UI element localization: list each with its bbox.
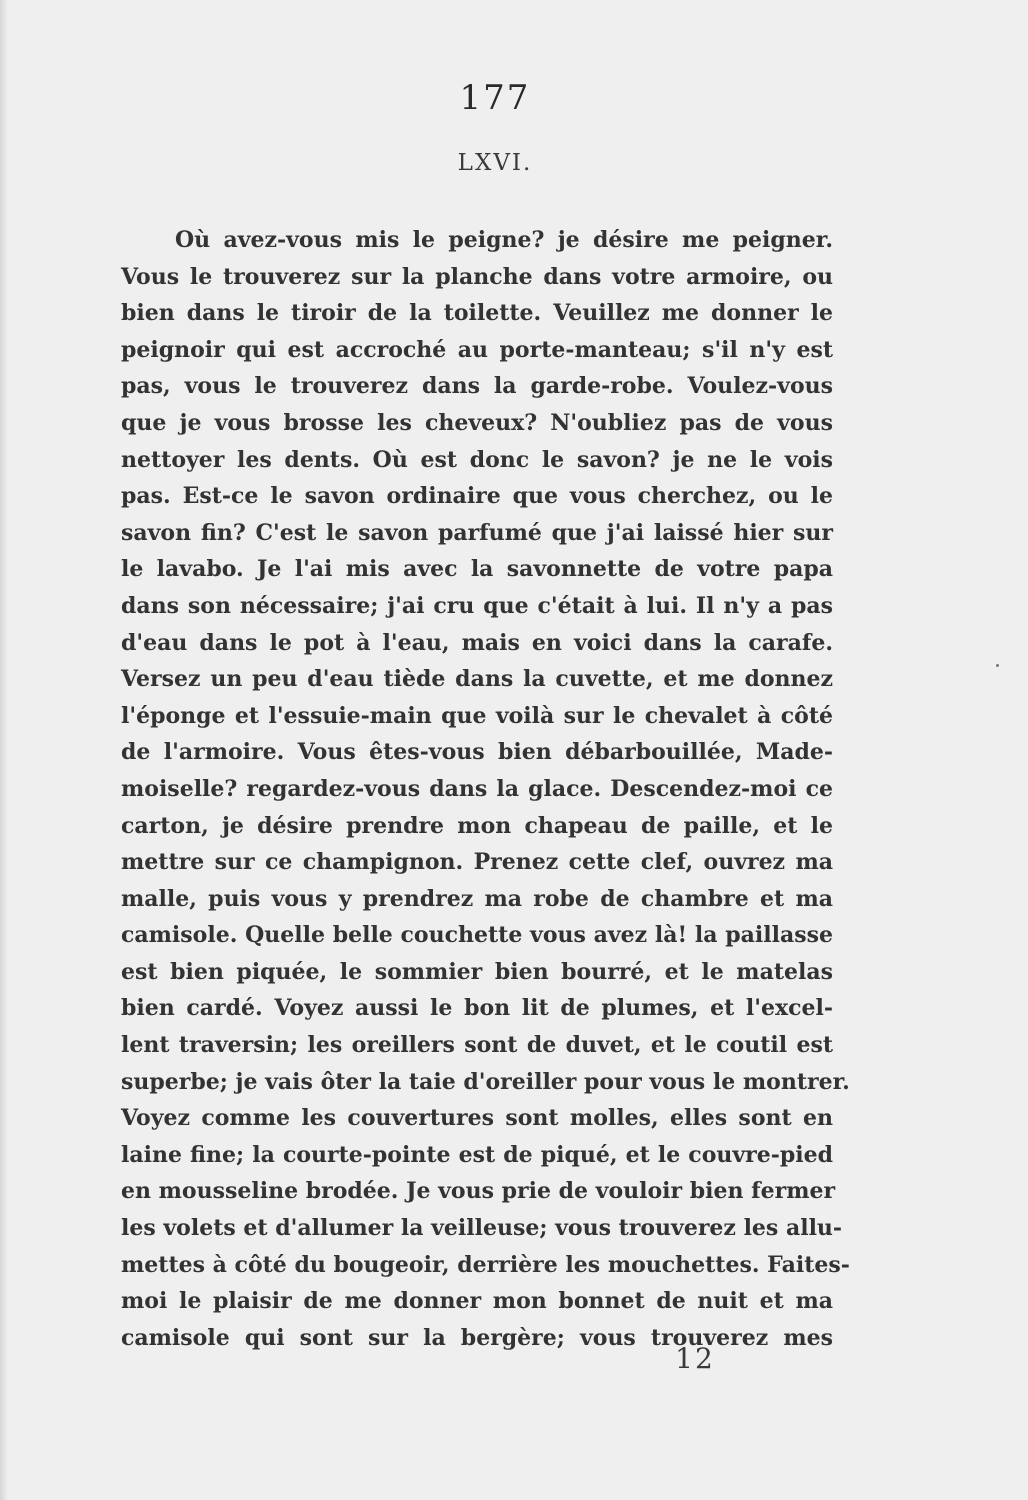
- text-line: Voyez comme les couvertures sont molles, elles sont en: [121, 1105, 833, 1132]
- text-line: peignoir qui est accroché au porte-manteau; s'il n'y est: [121, 336, 833, 363]
- text-line: dans son nécessaire; j'ai cru que c'était à lui. Il n'y a pas: [121, 592, 833, 619]
- text-line: bien dans le tiroir de la toilette. Veuillez me donner le: [121, 300, 833, 327]
- text-line: superbe; je vais ôter la taie d'oreiller pour vous le montrer.: [121, 1068, 850, 1095]
- text-line: l'éponge et l'essuie-main que voilà sur le chevalet à côté: [121, 702, 833, 729]
- text-line: camisole. Quelle belle couchette vous avez là! la paillasse: [121, 922, 833, 949]
- text-line: pas. Est-ce le savon ordinaire que vous cherchez, ou le: [121, 483, 833, 510]
- page-gutter-shadow: [0, 0, 8, 1500]
- text-line: Où avez-vous mis le peigne? je désire me peigner.: [175, 227, 833, 253]
- text-line: moi le plaisir de me donner mon bonnet de nuit et ma: [121, 1288, 833, 1315]
- text-line: laine fine; la courte-pointe est de piqué, et le couvre-pied: [121, 1141, 833, 1168]
- text-line: que je vous brosse les cheveux? N'oubliez pas de vous: [121, 409, 833, 436]
- text-line: en mousseline brodée. Je vous prie de vouloir bien fermer: [121, 1178, 836, 1205]
- body-paragraph: [121, 222, 850, 1356]
- page-number: 177: [459, 78, 531, 118]
- text-line: Versez un peu d'eau tiède dans la cuvette, et me donnez: [121, 666, 833, 693]
- text-line: carton, je désire prendre mon chapeau de paille, et le: [121, 812, 833, 839]
- text-line: bien cardé. Voyez aussi le bon lit de plumes, et l'excel-: [121, 995, 833, 1022]
- text-line: mettre sur ce champignon. Prenez cette clef, ouvrez ma: [121, 849, 833, 876]
- text-line: mettes à côté du bougeoir, derrière les mouchettes. Faites-: [121, 1251, 850, 1278]
- text-line: les volets et d'allumer la veilleuse; vous trouverez les allu-: [121, 1215, 843, 1242]
- text-line: malle, puis vous y prendrez ma robe de chambre et ma: [121, 885, 833, 912]
- text-line: le lavabo. Je l'ai mis avec la savonnette de votre papa: [121, 556, 833, 583]
- text-line: est bien piquée, le sommier bien bourré, et le matelas: [121, 958, 833, 985]
- text-line: d'eau dans le pot à l'eau, mais en voici dans la carafe.: [121, 629, 833, 656]
- signature-mark: 12: [675, 1342, 715, 1375]
- chapter-heading: LXVI.: [457, 150, 533, 176]
- text-line: savon fin? C'est le savon parfumé que j'ai laissé hier sur: [121, 519, 833, 546]
- text-line: camisole qui sont sur la bergère; vous trouverez mes: [121, 1324, 833, 1351]
- text-line: lent traversin; les oreillers sont de duvet, et le coutil est: [121, 1032, 833, 1059]
- text-line: moiselle? regardez-vous dans la glace. Descendez-moi ce: [121, 775, 833, 802]
- speck-mark: [996, 664, 999, 667]
- text-line: de l'armoire. Vous êtes-vous bien débarbouillée, Made-: [121, 739, 833, 766]
- text-line: pas, vous le trouverez dans la garde-robe. Voulez-vous: [121, 373, 833, 400]
- text-line: nettoyer les dents. Où est donc le savon? je ne le vois: [121, 446, 833, 473]
- text-line: Vous le trouverez sur la planche dans votre armoire, ou: [121, 263, 833, 290]
